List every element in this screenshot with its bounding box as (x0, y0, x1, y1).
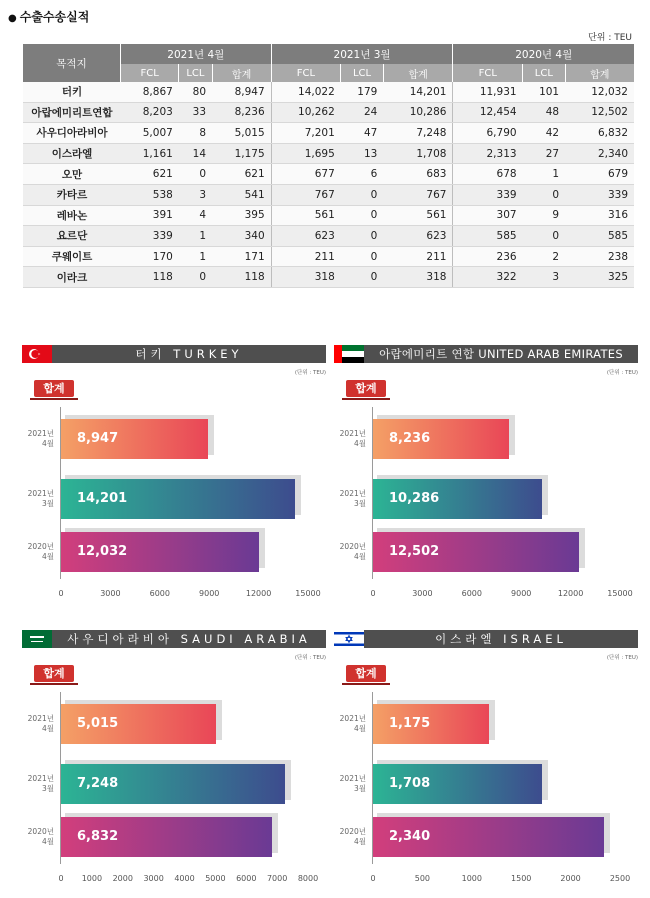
tick-label: 500 (414, 874, 431, 883)
table-cell: 395 (212, 205, 271, 226)
page-title: ● 수출수송실적 (8, 8, 89, 25)
x-axis-ticks (334, 589, 638, 599)
table-cell: 318 (271, 267, 341, 288)
category-label-line: 3월 (353, 784, 366, 793)
bar (373, 704, 489, 744)
flag-turkey-icon (22, 345, 52, 363)
category-label (22, 827, 54, 847)
tick-label: 3000 (100, 589, 121, 598)
tick-label: 7000 (266, 874, 288, 883)
chart-title: 이스라엘 ISRAEL (435, 632, 567, 646)
category-label (22, 542, 54, 562)
table-cell: 621 (121, 164, 179, 185)
category-label (22, 489, 54, 509)
table-cell: 10,262 (271, 102, 341, 123)
chart-israel (334, 630, 638, 883)
row-destination: 요르단 (23, 226, 121, 247)
bar-value-label: 1,708 (389, 776, 431, 791)
category-label-line: 2021년 (27, 489, 54, 498)
table-cell: 0 (523, 226, 566, 247)
tick-label: 1500 (511, 874, 532, 883)
table-cell: 1,695 (271, 143, 341, 164)
x-axis-ticks (22, 589, 326, 599)
sub-header: FCL (271, 64, 341, 82)
category-label-line: 4월 (41, 552, 54, 561)
category-label-line: 4월 (353, 837, 366, 846)
table-cell: 623 (271, 226, 341, 247)
tick-label: 6000 (461, 589, 482, 598)
chart-title: 사우디아라비아 SAUDI ARABIA (67, 632, 311, 646)
table-cell: 14 (179, 143, 212, 164)
table-cell: 80 (179, 82, 212, 102)
category-label-line: 4월 (41, 439, 54, 448)
tick-label: 0 (58, 589, 64, 598)
category-label (334, 429, 366, 449)
table-cell: 170 (121, 246, 179, 267)
table-cell: 325 (565, 267, 634, 288)
unit-label: 단위 : TEU (588, 33, 632, 43)
table-cell: 561 (383, 205, 453, 226)
table-cell: 2,313 (453, 143, 523, 164)
row-destination: 카타르 (23, 184, 121, 205)
table-cell: 1,708 (383, 143, 453, 164)
table-cell: 238 (565, 246, 634, 267)
bar (61, 532, 259, 572)
chart-turkey (22, 345, 326, 598)
category-label-line: 2021년 (339, 774, 366, 783)
chart-header (334, 630, 638, 648)
table-cell: 623 (383, 226, 453, 247)
sub-header: 합계 (212, 64, 271, 82)
tick-label: 1000 (461, 874, 482, 883)
table-cell: 13 (341, 143, 384, 164)
table-cell: 7,248 (383, 123, 453, 144)
flag-israel-icon (334, 630, 364, 648)
table-cell: 683 (383, 164, 453, 185)
table-cell: 0 (341, 226, 384, 247)
table-cell: 1 (179, 246, 212, 267)
table-cell: 48 (523, 102, 566, 123)
category-label-line: 2020년 (27, 827, 54, 836)
row-destination: 오만 (23, 164, 121, 185)
table-cell: 0 (341, 246, 384, 267)
table-cell: 27 (523, 143, 566, 164)
table-cell: 11,931 (453, 82, 523, 102)
chart-title: 아랍에미리트 연합 UNITED ARAB EMIRATES (379, 347, 623, 361)
category-label-line: 2020년 (339, 542, 366, 551)
table-cell: 1 (523, 164, 566, 185)
table-cell: 5,007 (121, 123, 179, 144)
total-badge: 합계 (346, 380, 386, 397)
category-label-line: 3월 (41, 784, 54, 793)
table-cell: 0 (179, 267, 212, 288)
category-label-line: 4월 (41, 837, 54, 846)
table-cell: 767 (271, 184, 341, 205)
table-cell: 10,286 (383, 102, 453, 123)
table-cell: 7,201 (271, 123, 341, 144)
table-row (23, 267, 635, 288)
bar-value-label: 2,340 (389, 829, 431, 844)
bar (61, 764, 285, 804)
table-cell: 6,790 (453, 123, 523, 144)
table-cell: 1,161 (121, 143, 179, 164)
tick-label: 0 (370, 874, 376, 883)
sub-header: 합계 (565, 64, 634, 82)
table-row (23, 102, 635, 123)
table-cell: 561 (271, 205, 341, 226)
flag-uae-icon (334, 345, 364, 363)
category-label-line: 2021년 (27, 714, 54, 723)
bar (373, 419, 509, 459)
tick-label: 15000 (295, 589, 321, 598)
table-cell: 679 (565, 164, 634, 185)
category-label (334, 827, 366, 847)
table-cell: 24 (341, 102, 384, 123)
table-cell: 621 (212, 164, 271, 185)
table-cell: 4 (179, 205, 212, 226)
table-cell: 318 (383, 267, 453, 288)
table-row (23, 143, 635, 164)
tick-label: 9000 (511, 589, 532, 598)
table-cell: 340 (212, 226, 271, 247)
bar-value-label: 7,248 (77, 776, 119, 791)
category-label-line: 2020년 (27, 542, 54, 551)
table-cell: 8,867 (121, 82, 179, 102)
table-cell: 0 (341, 205, 384, 226)
table-cell: 322 (453, 267, 523, 288)
tick-label: 0 (58, 874, 64, 883)
row-destination: 터키 (23, 82, 121, 102)
tick-label: 2000 (112, 874, 133, 883)
table-cell: 171 (212, 246, 271, 267)
row-destination: 이라크 (23, 267, 121, 288)
bar (373, 817, 604, 857)
table-cell: 33 (179, 102, 212, 123)
tick-label: 9000 (199, 589, 220, 598)
bar-value-label: 1,175 (389, 716, 431, 731)
table-row (23, 164, 635, 185)
bar (61, 704, 216, 744)
table-cell: 8 (179, 123, 212, 144)
tick-label: 0 (370, 589, 376, 598)
bar-value-label: 8,236 (389, 431, 431, 446)
table-cell: 12,032 (565, 82, 634, 102)
tick-label: 12000 (245, 589, 272, 598)
category-label-line: 2021년 (339, 489, 366, 498)
table-row (23, 226, 635, 247)
table-cell: 1,175 (212, 143, 271, 164)
category-label-line: 2021년 (27, 429, 54, 438)
table-cell: 391 (121, 205, 179, 226)
tick-label: 1000 (81, 874, 103, 883)
tick-label: 4000 (174, 874, 195, 883)
table-cell: 6,832 (565, 123, 634, 144)
table-cell: 677 (271, 164, 341, 185)
table-row (23, 184, 635, 205)
table-cell: 12,502 (565, 102, 634, 123)
category-label (22, 774, 54, 794)
table-cell: 6 (341, 164, 384, 185)
chart-unit-label: (단위 : TEU) (606, 655, 638, 661)
sub-header: LCL (523, 64, 566, 82)
tick-label: 3000 (143, 874, 164, 883)
table-cell: 14,201 (383, 82, 453, 102)
chart-header (22, 630, 326, 648)
sub-header: FCL (121, 64, 179, 82)
row-destination: 쿠웨이트 (23, 246, 121, 267)
table-cell: 118 (121, 267, 179, 288)
chart-title: 터키 TURKEY (135, 347, 243, 361)
chart-unit-label: (단위 : TEU) (294, 655, 326, 661)
category-label (334, 774, 366, 794)
table-cell: 211 (271, 246, 341, 267)
tick-label: 15000 (607, 589, 633, 598)
bar (61, 817, 272, 857)
bar (61, 419, 208, 459)
row-destination: 아랍에미리트연합 (23, 102, 121, 123)
table-cell: 0 (341, 184, 384, 205)
table-cell: 541 (212, 184, 271, 205)
table-cell: 14,022 (271, 82, 341, 102)
bar (373, 764, 542, 804)
chart-header (334, 345, 638, 363)
table-cell: 538 (121, 184, 179, 205)
tick-label: 6000 (236, 874, 257, 883)
table-row (23, 123, 635, 144)
table-cell: 767 (383, 184, 453, 205)
bar (373, 479, 542, 519)
table-cell: 101 (523, 82, 566, 102)
sub-header: FCL (453, 64, 523, 82)
table-cell: 3 (523, 267, 566, 288)
period-header: 2021년 4월 (121, 44, 272, 64)
table-row (23, 205, 635, 226)
tick-label: 2000 (560, 874, 581, 883)
table-cell: 307 (453, 205, 523, 226)
chart-uae (334, 345, 638, 598)
table-cell: 42 (523, 123, 566, 144)
category-label-line: 2021년 (339, 429, 366, 438)
table-cell: 0 (341, 267, 384, 288)
row-destination: 이스라엘 (23, 143, 121, 164)
tick-label: 12000 (557, 589, 584, 598)
category-label (334, 542, 366, 562)
flag-saudi-icon (22, 630, 52, 648)
table-cell: 339 (121, 226, 179, 247)
category-label-line: 2021년 (339, 714, 366, 723)
row-destination: 사우디아라비아 (23, 123, 121, 144)
table-cell: 3 (179, 184, 212, 205)
table-cell: 8,947 (212, 82, 271, 102)
table-cell: 12,454 (453, 102, 523, 123)
table-cell: 5,015 (212, 123, 271, 144)
table-cell: 8,203 (121, 102, 179, 123)
table-cell: 8,236 (212, 102, 271, 123)
bar-value-label: 10,286 (389, 491, 440, 506)
category-label-line: 2020년 (339, 827, 366, 836)
dest-header: 목적지 (23, 44, 121, 82)
category-label-line: 2021년 (27, 774, 54, 783)
sub-header: LCL (179, 64, 212, 82)
table-cell: 179 (341, 82, 384, 102)
table-cell: 1 (179, 226, 212, 247)
table-cell: 47 (341, 123, 384, 144)
chart-header (22, 345, 326, 363)
table-cell: 339 (453, 184, 523, 205)
period-header: 2020년 4월 (453, 44, 634, 64)
category-label-line: 4월 (353, 724, 366, 733)
category-label (334, 489, 366, 509)
table-cell: 585 (565, 226, 634, 247)
table-cell: 211 (383, 246, 453, 267)
table-cell: 118 (212, 267, 271, 288)
category-label (22, 714, 54, 734)
category-label-line: 4월 (353, 439, 366, 448)
bar-value-label: 14,201 (77, 491, 128, 506)
table-row (23, 246, 635, 267)
bar (373, 532, 579, 572)
category-label-line: 4월 (41, 724, 54, 733)
table-cell: 2,340 (565, 143, 634, 164)
category-label-line: 4월 (353, 552, 366, 561)
category-label-line: 3월 (353, 499, 366, 508)
tick-label: 3000 (412, 589, 433, 598)
tick-label: 8000 (297, 874, 319, 883)
total-badge: 합계 (346, 665, 386, 682)
chart-saudi-arabia (22, 630, 326, 883)
table-cell: 678 (453, 164, 523, 185)
tick-label: 5000 (205, 874, 226, 883)
sub-header: LCL (341, 64, 384, 82)
chart-unit-label: (단위 : TEU) (294, 370, 326, 376)
total-badge: 합계 (34, 665, 74, 682)
table-cell: 585 (453, 226, 523, 247)
table-cell: 236 (453, 246, 523, 267)
sub-header: 합계 (383, 64, 453, 82)
total-badge: 합계 (34, 380, 74, 397)
table-cell: 0 (179, 164, 212, 185)
bar-value-label: 12,032 (77, 544, 128, 559)
category-label (334, 714, 366, 734)
x-axis-ticks (334, 874, 638, 884)
table-cell: 2 (523, 246, 566, 267)
tick-label: 6000 (149, 589, 170, 598)
tick-label: 2500 (609, 874, 631, 883)
export-table (22, 44, 634, 288)
x-axis-ticks (22, 874, 326, 884)
table-row (23, 82, 635, 102)
row-destination: 레바논 (23, 205, 121, 226)
bar-value-label: 12,502 (389, 544, 440, 559)
bar-value-label: 6,832 (77, 829, 119, 844)
bar-value-label: 8,947 (77, 431, 119, 446)
category-label-line: 3월 (41, 499, 54, 508)
period-header: 2021년 3월 (271, 44, 453, 64)
table-cell: 0 (523, 184, 566, 205)
chart-unit-label: (단위 : TEU) (606, 370, 638, 376)
table-cell: 316 (565, 205, 634, 226)
table-cell: 339 (565, 184, 634, 205)
bar (61, 479, 295, 519)
bar-value-label: 5,015 (77, 716, 119, 731)
category-label (22, 429, 54, 449)
table-cell: 9 (523, 205, 566, 226)
